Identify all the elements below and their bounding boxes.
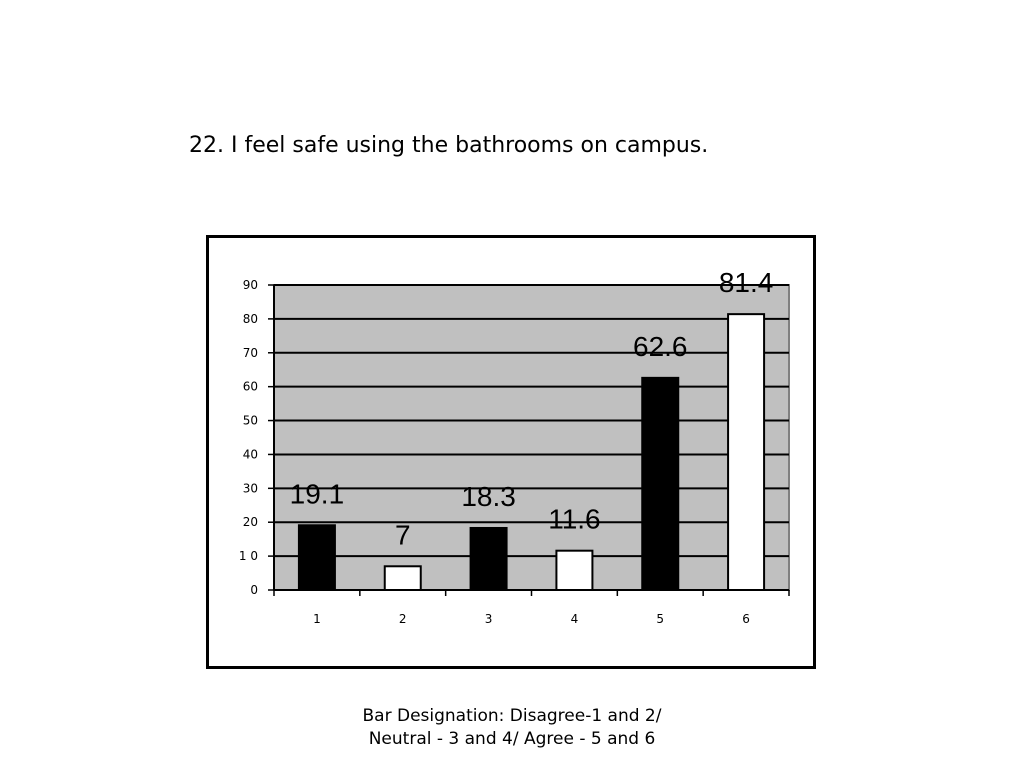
x-tick-label: 4 bbox=[570, 612, 579, 626]
y-tick-label: 70 bbox=[242, 345, 258, 360]
y-tick-label: 0 bbox=[250, 583, 258, 597]
data-label: 19.1 bbox=[289, 478, 345, 510]
x-tick-label: 1 bbox=[313, 612, 321, 626]
y-tick-label: 80 bbox=[242, 311, 258, 326]
bar-designation-caption: Bar Designation: Disagree-1 and 2/ Neutral - 3 and 4/ Agree - 5 and 6 bbox=[362, 706, 662, 749]
data-label: 81.4 bbox=[718, 267, 774, 299]
bar-6 bbox=[728, 314, 764, 590]
bar-3 bbox=[471, 528, 507, 590]
data-label: 62.6 bbox=[633, 330, 688, 362]
bar-4 bbox=[556, 551, 592, 590]
y-tick-label: 60 bbox=[242, 379, 258, 394]
bar-1 bbox=[299, 525, 335, 590]
bar-2 bbox=[385, 566, 421, 590]
x-tick-label: 5 bbox=[656, 612, 665, 626]
y-tick-label: 40 bbox=[242, 447, 258, 462]
x-tick-label: 3 bbox=[484, 612, 493, 626]
y-tick-label: 1 0 bbox=[238, 549, 258, 564]
y-tick-label: 20 bbox=[242, 515, 258, 530]
x-tick-label: 6 bbox=[742, 612, 750, 626]
bar-5 bbox=[642, 378, 678, 590]
plot-area bbox=[274, 285, 789, 590]
x-tick-label: 2 bbox=[398, 612, 407, 626]
data-label: 11.6 bbox=[548, 503, 601, 535]
data-label: 7 bbox=[394, 519, 411, 551]
y-tick-label: 50 bbox=[242, 413, 258, 428]
y-tick-label: 30 bbox=[242, 481, 258, 496]
data-label: 18.3 bbox=[461, 480, 516, 512]
slide-title: 22. I feel safe using the bathrooms on campus. bbox=[189, 133, 709, 158]
y-tick-label: 90 bbox=[242, 278, 258, 292]
